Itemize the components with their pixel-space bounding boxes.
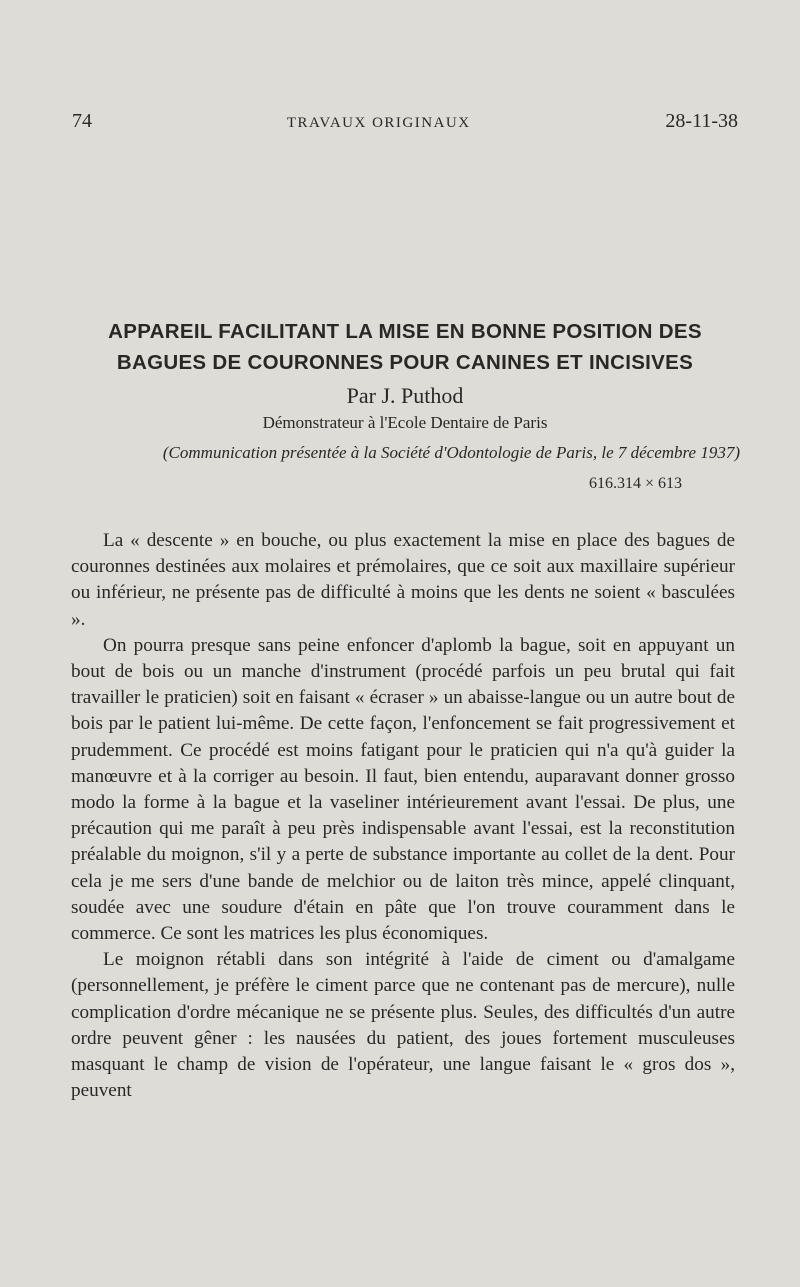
article-title xyxy=(70,316,740,378)
author-line: Par J. Puthod xyxy=(346,383,464,408)
paragraph-3: Le moignon rétabli dans son intégrité à l'aide de ciment ou d'amalgame (personnellement, je préfère le ciment parce que ne contenant pas de mercure), nulle complication d'ordre mécanique ne se présente plus. Seules, des difficultés d'un autre ordre peuvent gêner : les nausées du patient, des joues fortement musculeuses masquant le champ de vision de l'opérateur, une langue faisant le « gros dos », peuvent xyxy=(71,949,735,1102)
header-date: 28-11-38 xyxy=(665,110,738,132)
page-number: 74 xyxy=(72,110,92,132)
page-header xyxy=(72,110,738,140)
paragraph-2: On pourra presque sans peine enfoncer d'aplomb la bague, soit en appuyant un bout de bois ou un manche d'instrument (procédé parfois un peu brutal qui fait travailler le praticien) soit en faisant « écraser » un abaisse-langue ou un autre bout de bois par le patient lui-même. De cette façon, l'enfoncement se fait progressivement et prudemment. Ce procédé est moins fatigant pour le praticien qui n'a qu'à guider la manœuvre et à la corriger au besoin. Il faut, bien entendu, auparavant donner grosso modo la forme à la bague et la vaseliner intérieurement avant l'essai. De plus, une précaution qui me paraît à peu près indispensable avant l'essai, est la reconstitution préalable du moignon, s'il y a perte de substance importante au collet de la dent. Pour cela je me sers d'une bande de melchior ou de laiton très mince, appelé clinquant, soudée avec une soudure d'étain en pâte que l'on trouve couramment dans le commerce. Ce sont les matrices les plus économiques. xyxy=(71,634,735,945)
article-heading xyxy=(70,316,740,493)
author-affiliation: Démonstrateur à l'Ecole Dentaire de Paris xyxy=(262,413,548,432)
article-body xyxy=(71,528,735,1104)
communication-note: (Communication présentée à la Société d'Odontologie de Paris, le 7 décembre 1937) xyxy=(162,443,740,462)
running-title: TRAVAUX ORIGINAUX xyxy=(286,115,471,131)
classification-number: 616.314 × 613 xyxy=(588,475,682,492)
title-line-1: APPAREIL FACILITANT LA MISE EN BONNE POSITION DES xyxy=(108,320,702,343)
paragraph-1: La « descente » en bouche, ou plus exactement la mise en place des bagues de couronnes destinées aux molaires et prémolaires, que ce soit aux maxillaire supérieur ou inférieur, ne présente pas de difficulté à moins que les dents ne soient « basculées ». xyxy=(71,530,735,630)
title-line-2: BAGUES DE COURONNES POUR CANINES ET INCISIVES xyxy=(116,351,694,374)
